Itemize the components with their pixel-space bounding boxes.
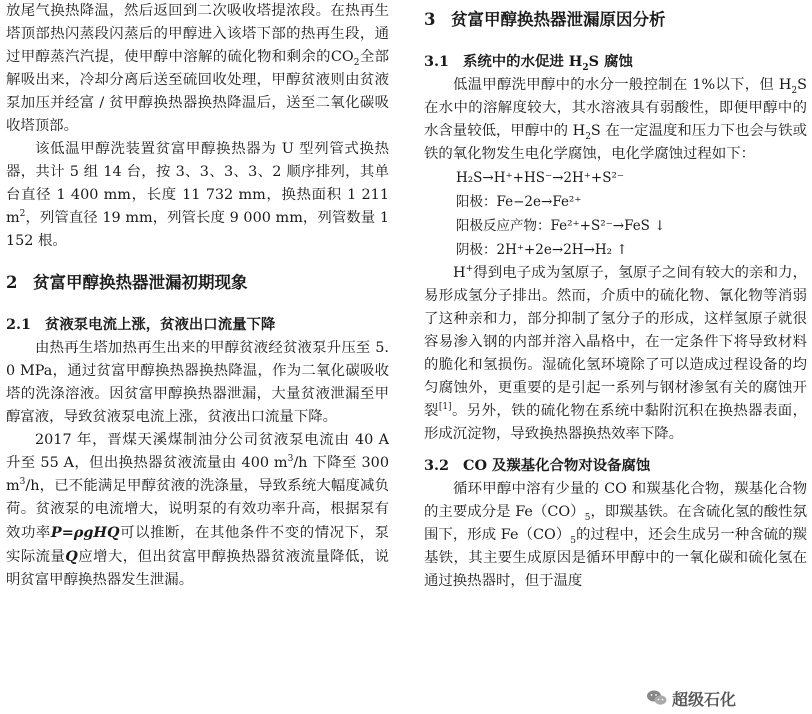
watermark xyxy=(640,684,742,712)
subsection-heading-3-2: 3.2 CO 及羰基化合物对设备腐蚀 xyxy=(424,457,651,474)
left-column xyxy=(6,0,389,592)
paragraph: 由热再生塔加热再生出来的甲醇贫液经贫液泵升压至 5. 0 MPa，通过贫富甲醇换热器换热降温，作为二氧化碳吸收塔的洗涤溶液。因贫富甲醇换热器泄漏，大量贫液泄漏至甲醇富液，导致贫液泵电流上涨，贫液出口流量下降。 xyxy=(6,340,389,425)
equation-anode: 阳极：Fe−2e→Fe²⁺ xyxy=(456,194,582,210)
paragraph: 循环甲醇中溶有少量的 CO 和羰基化合物，羰基化合物的主要成分是 $Fe(CO)_5$，即羰基铁。在含硫化氢的酸性氛围下，形成 $Fe(CO)_5$的过程中，还会生成另一种含硫的羰基铁，其主要生成原因是循环甲醇中的一氧化碳和硫化氢在通过换热器时，但于温度 xyxy=(424,481,807,589)
right-column xyxy=(424,0,807,593)
section-heading-3: 3 贫富甲醇换热器泄漏原因分析 xyxy=(424,10,666,29)
watermark-text: 超级石化 xyxy=(672,689,737,709)
equation-cathode: 阴极：2H⁺+2e→2H→H₂ ↑ xyxy=(456,242,628,258)
paragraph: 低温甲醇洗甲醇中的水分一般控制在 1%以下，但 $H_2S$ 在水中的溶解度较大，其水溶液具有弱酸性，即便甲醇中的水含量较低，甲醇中的 $H_2S$ 在一定温度和压力下也会与铁或铁的氧化物发生电化学腐蚀，电化学腐蚀过程如下： xyxy=(424,77,808,162)
paragraph: 放尾气换热降温，然后返回到二次吸收塔提浓段。在热再生塔顶部热闪蒸段闪蒸后的甲醇进入该塔下部的热再生段，通过甲醇蒸汽汽提，使甲醇中溶解的硫化物和剩余的$CO_2$全部解吸出来，冷却分离后送至硫回收处理，甲醇贫液则由贫液泵加压并经富 / 贫甲醇换热器换热降温后，送至二氧化碳吸收塔顶部。 xyxy=(6,3,389,134)
paragraph: 该低温甲醇洗装置贫富甲醇换热器为 U 型列管式换热器，共计 5 组 14 台，按 3、3、3、3、2 顺序排列，其单台直径 1 400 mm，长度 11 732 mm，换热面积 1 211 $m^2$，列管直径 19 mm，列管长度 9 000 mm，列管数量 1 152 根。 xyxy=(6,141,389,249)
paragraph: 2017 年，晋煤天溪煤制油分公司贫液泵电流由 40 A 升至 55 A，但出换热器贫液流量由 400 $m^3/h$ 下降至 300 $m^3/h$，已不能满足甲醇贫液的洗涤量，导致系统大幅度减负荷。贫液泵的电流增大，说明泵的有效功率升高，根据泵有效功率P=ρgHQ可以推断，在其他条件不变的情况下，泵实际流量Q应增大，但出贫富甲醇换热器贫液流量降低，说明贫富甲醇换热器发生泄漏。 xyxy=(6,432,389,588)
wechat-icon xyxy=(646,689,668,707)
equation-ionization: H₂S→H⁺+HS⁻→2H⁺+S²⁻ xyxy=(456,170,624,186)
formula: P=ρgHQ xyxy=(50,524,120,541)
section-heading-2: 2 贫富甲醇换热器泄漏初期现象 xyxy=(6,273,248,292)
subsection-heading-2-1: 2.1 贫液泵电流上涨，贫液出口流量下降 xyxy=(6,316,276,333)
equation-anode-product: 阳极反应产物：Fe²⁺+S²⁻→FeS ↓ xyxy=(456,218,666,234)
citation: [1] xyxy=(438,402,452,413)
subsection-heading-3-1: 3.1 系统中的水促进 $H_2S$ 腐蚀 xyxy=(424,53,633,73)
paragraph: H+得到电子成为氢原子，氢原子之间有较大的亲和力，易形成氢分子排出。然而，介质中的硫化物、氰化物等消弱了这种亲和力，部分抑制了氢分子的形成，这样氢原子就很容易渗入钢的内部并溶入晶格中，在一定条件下将导致材料的脆化和氢损伤。湿硫化氢环境除了可以造成过程设备的均匀腐蚀外，更重要的是引起一系列与钢材渗氢有关的腐蚀开裂[1]。另外，铁的硫化物在系统中黏附沉积在换热器表面，形成沉淀物，导致换热器换热效率下降。 xyxy=(424,264,807,442)
